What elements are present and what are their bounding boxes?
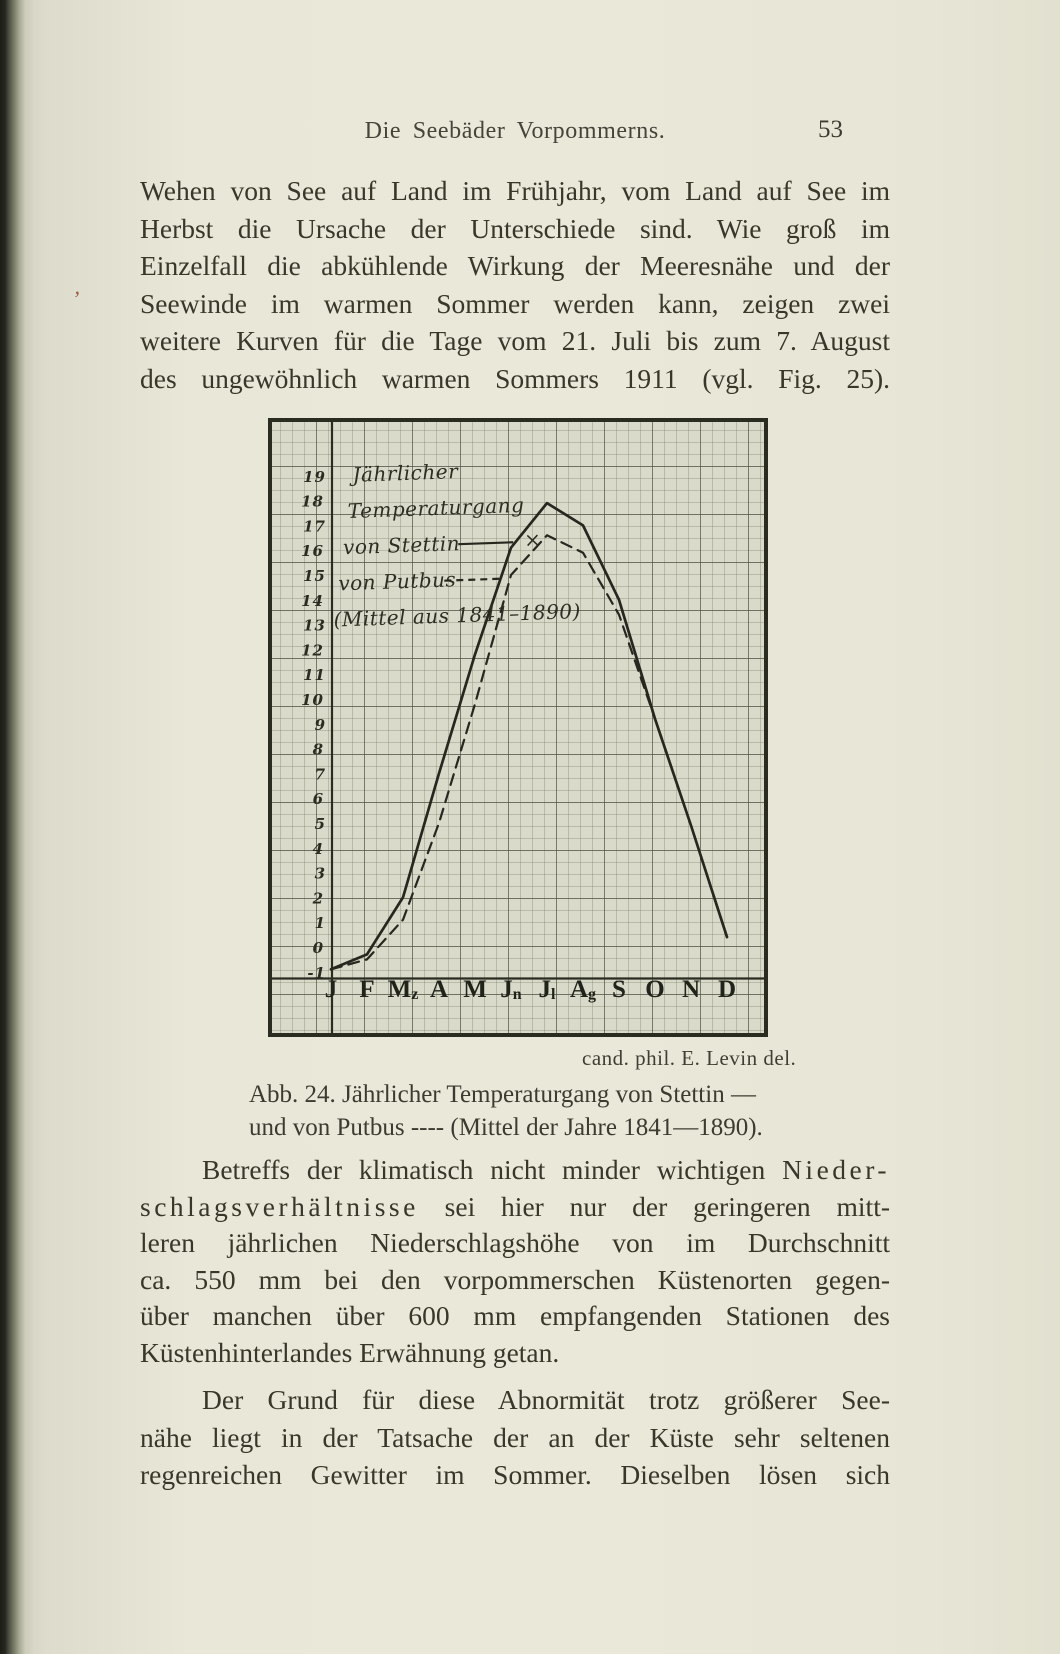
text-line bbox=[140, 285, 890, 323]
text-line bbox=[140, 322, 890, 360]
temperature-chart-svg bbox=[268, 418, 768, 1037]
text-segment: Küstenhinterlandes Erwähnung getan. bbox=[140, 1336, 560, 1368]
figure-caption-line2: und von Putbus ---- (Mittel der Jahre 1841—1890). bbox=[249, 1114, 763, 1141]
y-tick-label: 14 bbox=[301, 591, 324, 610]
y-tick-label: 3 bbox=[314, 864, 326, 883]
y-tick-label: 8 bbox=[312, 740, 324, 759]
x-month-label: N bbox=[681, 976, 701, 1003]
letterspaced-text: schlagsverhältnisse bbox=[140, 1190, 419, 1222]
text-segment: sei hier nur der geringeren mitt- bbox=[418, 1190, 890, 1222]
paragraph-3 bbox=[140, 1381, 890, 1494]
x-month-label: O bbox=[645, 976, 665, 1003]
text-line bbox=[140, 1262, 890, 1299]
legend-text: Temperaturgang bbox=[347, 492, 525, 524]
x-month-label: D bbox=[717, 976, 737, 1003]
text-line bbox=[140, 1381, 890, 1419]
legend-x-marker: × bbox=[523, 527, 542, 552]
y-tick-label: 0 bbox=[312, 939, 324, 957]
y-tick-label: 6 bbox=[312, 790, 324, 809]
temperature-chart-figure bbox=[268, 418, 768, 1037]
y-tick-label: 15 bbox=[303, 567, 326, 585]
y-tick-label: 12 bbox=[301, 641, 324, 660]
text-segment: Herbst die Ursache der Unterschiede sind. Wie groß im bbox=[140, 212, 890, 244]
text-line bbox=[140, 247, 890, 285]
x-month-label: M bbox=[463, 976, 487, 1003]
text-segment: Betreffs der klimatisch nicht minder wichtigen bbox=[202, 1154, 783, 1185]
text-line bbox=[140, 1419, 890, 1457]
y-tick-label: 7 bbox=[314, 765, 326, 784]
running-header bbox=[140, 118, 890, 145]
margin-mark: ’ bbox=[72, 286, 80, 311]
y-tick-label: -1 bbox=[307, 963, 326, 982]
y-tick-label: 16 bbox=[301, 542, 324, 561]
letterspaced-text: Nieder- bbox=[782, 1154, 890, 1185]
text-line bbox=[140, 1298, 890, 1335]
x-month-label: Jl bbox=[538, 976, 556, 1003]
text-line bbox=[140, 1189, 890, 1226]
text-line bbox=[140, 360, 890, 398]
y-tick-label: 4 bbox=[312, 839, 324, 858]
text-line bbox=[140, 210, 890, 248]
text-segment: weitere Kurven für die Tage vom 21. Juli bis zum 7. August bbox=[140, 325, 890, 356]
y-tick-label: 18 bbox=[301, 492, 324, 511]
x-month-label: Ag bbox=[569, 976, 597, 1003]
paragraph-1 bbox=[140, 172, 890, 397]
y-tick-label: 9 bbox=[314, 715, 326, 734]
running-title: Die Seebäder Vorpommerns. bbox=[364, 118, 666, 144]
text-segment: regenreichen Gewitter im Sommer. Dieselben lösen sich bbox=[140, 1459, 890, 1490]
text-line bbox=[140, 1152, 890, 1189]
y-tick-label: 5 bbox=[314, 815, 326, 833]
text-segment: über manchen über 600 mm empfangenden Stationen des bbox=[140, 1300, 890, 1331]
text-segment: leren jährlichen Niederschlagshöhe von im Durchschnitt bbox=[140, 1227, 890, 1258]
text-segment: Einzelfall die abkühlende Wirkung der Meeresnähe und der bbox=[140, 250, 890, 281]
x-month-label: Mz bbox=[387, 976, 419, 1003]
page-number: 53 bbox=[818, 116, 843, 143]
figure-caption-line1: Abb. 24. Jährlicher Temperaturgang von Stettin — bbox=[249, 1081, 756, 1108]
figure-caption bbox=[249, 1078, 763, 1144]
x-month-label: A bbox=[429, 976, 449, 1003]
x-month-label: J bbox=[324, 976, 338, 1003]
text-segment: Wehen von See auf Land im Frühjahr, vom Land auf See im bbox=[140, 175, 890, 206]
y-tick-label: 2 bbox=[312, 889, 324, 908]
text-line bbox=[140, 1456, 890, 1494]
text-line bbox=[140, 1335, 890, 1372]
y-tick-label: 11 bbox=[303, 666, 326, 685]
legend-text: von Putbus bbox=[337, 567, 457, 596]
page-binding-edge bbox=[0, 0, 34, 1654]
y-tick-label: 17 bbox=[303, 517, 326, 536]
text-segment: nähe liegt in der Tatsache der an der Küste sehr seltenen bbox=[140, 1421, 890, 1453]
text-segment: Seewinde im warmen Sommer werden kann, zeigen zwei bbox=[140, 287, 890, 319]
text-segment: Der Grund für diese Abnormität trotz größerer See- bbox=[202, 1384, 890, 1415]
text-segment: ca. 550 mm bei den vorpommerschen Küstenorten gegen- bbox=[140, 1263, 890, 1295]
text-line bbox=[140, 1225, 890, 1262]
y-tick-label: 19 bbox=[303, 467, 326, 486]
y-tick-label: 10 bbox=[301, 691, 324, 709]
x-month-label: S bbox=[612, 976, 626, 1003]
x-month-label: Jn bbox=[500, 976, 522, 1003]
paragraph-2 bbox=[140, 1152, 890, 1371]
legend-text: Jährlicher bbox=[352, 459, 459, 487]
text-line bbox=[140, 172, 890, 210]
y-tick-label: 13 bbox=[303, 616, 326, 635]
legend-text: (Mittel aus 1841–1890) bbox=[333, 598, 582, 632]
figure-credit: cand. phil. E. Levin del. bbox=[582, 1046, 797, 1070]
text-segment: des ungewöhnlich warmen Sommers 1911 (vgl. Fig. 25). bbox=[140, 362, 890, 394]
legend-text: von Stettin bbox=[342, 531, 461, 560]
x-month-label: F bbox=[359, 976, 375, 1003]
y-tick-label: 1 bbox=[314, 914, 326, 933]
